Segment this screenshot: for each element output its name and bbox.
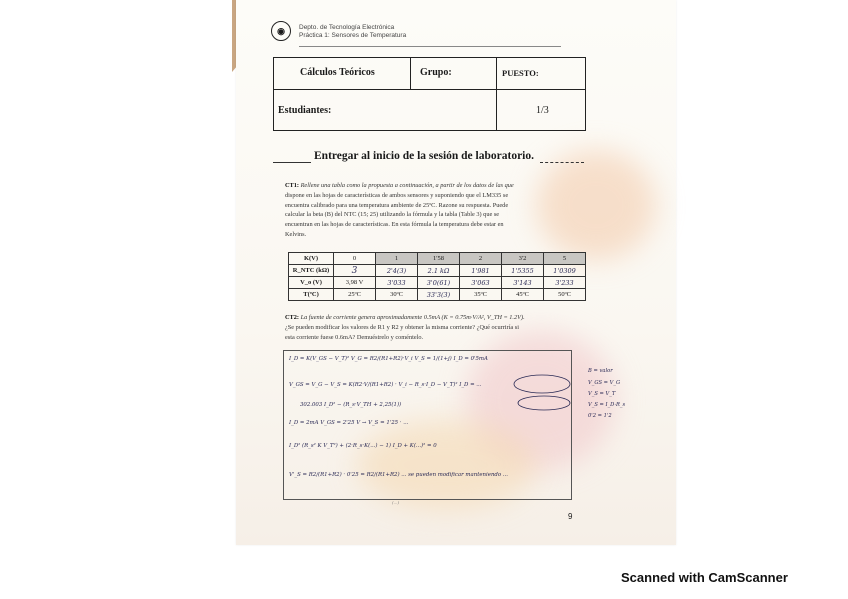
title-rule-left <box>273 162 311 163</box>
students-label: Estudiantes: <box>278 105 332 116</box>
university-seal-icon: ◉ <box>271 21 291 41</box>
section-title: Cálculos Teóricos <box>300 67 375 78</box>
ct2-line: esta corriente fuese 0.6mA? Demuéstrelo y coméntelo. <box>285 333 424 341</box>
post-label: PUESTO: <box>502 68 539 78</box>
page-number: 9 <box>568 512 573 521</box>
title-rule-right <box>540 162 584 163</box>
group-label: Grupo: <box>420 67 452 78</box>
handwritten-line: I_D = K(V_GS − V_T)² V_G = R2/(R1+R2)·V_i V_S = 1/(1+j) I_D = 0'5mA <box>289 356 488 362</box>
header-rule <box>299 46 561 47</box>
practice-name: Práctica 1: Sensores de Temperatura <box>299 32 407 39</box>
info-box-divider <box>410 57 411 89</box>
handwritten-annotation-loop <box>510 372 590 412</box>
handwritten-line: 302.003 I_D² − (R_s·V_TH + 2,25(1)) <box>300 402 402 408</box>
handwritten-line: V'_S = R2/(R1+R2) · 0'25 = R2/(R1+R2) ... se pueden modificar manteniendo ... <box>289 472 508 478</box>
ct1-line: encuentra calibrado para una temperatura ambiente de 25ºC. Razone su respuesta. Puede <box>285 201 509 209</box>
handwritten-line: I_D = 2mA V_GS = 2'25 V → V_S = 1'25 · ... <box>289 420 409 426</box>
ct2-question <box>285 313 585 342</box>
ct1-label: CT1: <box>285 182 299 189</box>
margin-note: V_S = I_D·R_s <box>588 402 626 408</box>
ct1-line: encuentran en las hojas de características. En esta fórmula la temperatura debe estar en <box>285 221 504 229</box>
dept-name: Depto. de Tecnología Electrónica <box>299 24 395 31</box>
ct1-line: calcular la beta (B) del NTC (15; 25) utilizando la fórmula y la tabla (Table 3) que se <box>285 211 500 219</box>
camscanner-watermark: Scanned with CamScanner <box>621 570 788 585</box>
page-fraction: 1/3 <box>536 105 549 116</box>
info-box-divider <box>273 89 586 90</box>
handwritten-line: V_GS = V_G − V_S = K(R2·V/(R1+R2) · V_i − R_s·I_D − V_T)² I_D = ... <box>289 382 482 388</box>
table-row: K(V) 0 1 1'58 2 3'2 5 <box>289 253 586 265</box>
ct2-line: ¿Se pueden modificar los valores de R1 y R2 y obtener la misma corriente? ¿Qué ocurriría si <box>285 323 519 331</box>
table-row: V_o (V) 3,98 V 3'033 3'0(61) 3'063 3'143 3'233 <box>289 277 586 289</box>
margin-note: V_S = V_T <box>588 391 616 397</box>
ct2-label: CT2: <box>285 314 299 321</box>
ct1-line: CT1: Rellene una tabla como la propuesta a continuación, a partir de los datos de las que <box>285 182 514 189</box>
ct1-line: dispone en las hojas de características de ambos sensores y suponiendo que el LM335 se <box>285 191 509 199</box>
handwritten-line: I_D² (R_s² K V_T²) + (2·R_s·K(...) − 1) I_D + K(...)² = 0 <box>289 443 437 449</box>
page-title: Entregar al inicio de la sesión de laboratorio. <box>314 150 534 162</box>
handwritten-line: (…) <box>392 500 400 505</box>
table-row: T(ºC) 25ºC 30ºC 33'3(3) 35ºC 45ºC 50ºC <box>289 289 586 301</box>
margin-note: B = valor <box>588 368 613 374</box>
table-row: R_NTC (kΩ) 3 2'4(3) 2.1 kΩ 1'981 1'5355 1'0309 <box>289 265 586 277</box>
ct1-question <box>285 181 585 240</box>
info-box-divider <box>496 57 497 131</box>
ct1-line: Kelvins. <box>285 230 307 238</box>
margin-note: 0'2 = 1'2 <box>588 413 612 419</box>
margin-note: V_GS = V_G <box>588 380 621 386</box>
ct2-line: CT2: La fuente de corriente genera aproximadamente 0.5mA (K = 0.75m·V/A², V_TH = 1.2V). <box>285 314 525 321</box>
values-table <box>288 252 586 301</box>
